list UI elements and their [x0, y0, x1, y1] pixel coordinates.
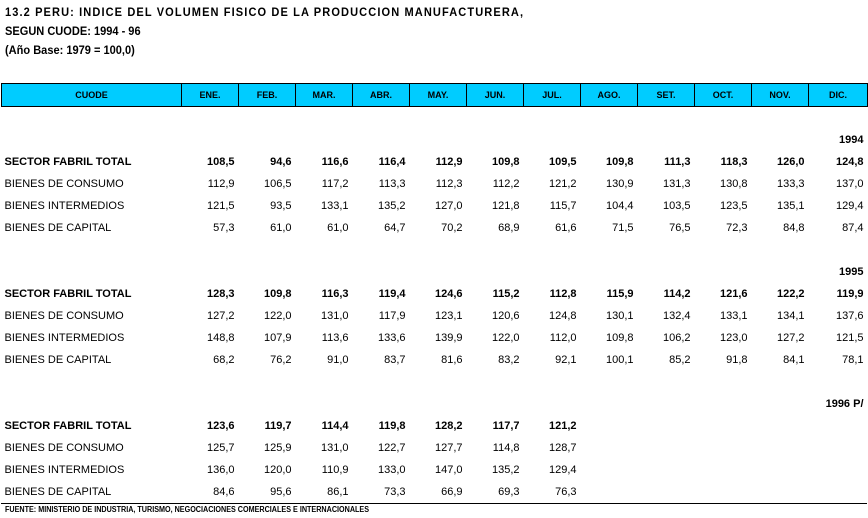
column-header-cuode: CUODE	[2, 84, 182, 107]
source-footnote: FUENTE: MINISTERIO DE INDUSTRIA, TURISMO, NEGOCIACIONES COMERCIALES E INTERNACIONALES	[5, 505, 370, 514]
value-cell: 129,4	[548, 464, 577, 476]
value-cell: 84,1	[783, 354, 805, 366]
column-header-month: MAR.	[296, 84, 353, 107]
value-cell: 137,0	[835, 178, 864, 190]
value-cell: 119,9	[836, 288, 864, 300]
value-cell: 114,2	[663, 288, 691, 300]
value-cell: 115,2	[492, 288, 520, 300]
value-cell: 132,4	[662, 310, 691, 322]
year-label: 1996 P/	[825, 398, 864, 410]
row-label: BIENES DE CONSUMO	[4, 442, 124, 454]
data-table	[1, 83, 868, 503]
value-cell: 72,3	[726, 222, 748, 234]
value-cell: 108,5	[206, 156, 235, 168]
value-cell: 103,5	[662, 200, 691, 212]
value-cell	[695, 481, 752, 503]
table-row	[2, 151, 868, 173]
value-cell: 130,1	[605, 310, 634, 322]
value-cell: 121,6	[719, 288, 748, 300]
value-cell: 109,8	[491, 156, 520, 168]
value-cell	[752, 459, 809, 481]
table-row	[2, 283, 868, 305]
value-cell: 135,2	[491, 464, 520, 476]
value-cell: 117,7	[492, 420, 520, 432]
column-header-month: MAY.	[410, 84, 467, 107]
value-cell: 116,4	[378, 156, 406, 168]
value-cell: 122,7	[377, 442, 406, 454]
value-cell: 130,9	[605, 178, 634, 190]
value-cell: 122,0	[491, 332, 520, 344]
value-cell: 129,4	[835, 200, 864, 212]
year-label: 1994	[839, 134, 864, 146]
value-cell	[638, 459, 695, 481]
value-cell: 119,4	[378, 288, 406, 300]
value-cell: 109,8	[605, 332, 634, 344]
value-cell	[581, 459, 638, 481]
value-cell: 126,0	[776, 156, 805, 168]
value-cell: 133,3	[776, 178, 805, 190]
value-cell	[752, 415, 809, 437]
value-cell: 135,1	[776, 200, 805, 212]
value-cell: 135,2	[377, 200, 406, 212]
value-cell: 134,1	[776, 310, 805, 322]
value-cell: 109,5	[548, 156, 577, 168]
table-row	[2, 349, 868, 371]
value-cell: 121,8	[491, 200, 520, 212]
table-row	[2, 437, 868, 459]
value-cell: 127,0	[434, 200, 463, 212]
column-header-month: AGO.	[581, 84, 638, 107]
row-label: BIENES INTERMEDIOS	[4, 464, 125, 476]
value-cell: 109,8	[605, 156, 634, 168]
value-cell: 115,9	[606, 288, 634, 300]
value-cell: 128,3	[206, 288, 235, 300]
column-header-month: JUL.	[524, 84, 581, 107]
value-cell: 123,6	[206, 420, 235, 432]
value-cell: 94,6	[270, 156, 292, 168]
value-cell: 114,4	[321, 420, 349, 432]
value-cell: 120,6	[491, 310, 520, 322]
column-header-month: NOV.	[752, 84, 809, 107]
table-row	[2, 415, 868, 437]
value-cell: 57,3	[213, 222, 235, 234]
column-header-month: JUN.	[467, 84, 524, 107]
value-cell	[581, 415, 638, 437]
value-cell: 133,1	[719, 310, 748, 322]
row-label: BIENES DE CONSUMO	[4, 310, 124, 322]
value-cell: 78,1	[842, 354, 864, 366]
table-body	[2, 107, 868, 504]
value-cell: 133,1	[320, 200, 349, 212]
value-cell: 100,1	[605, 354, 634, 366]
value-cell: 117,2	[321, 178, 349, 190]
value-cell: 136,0	[206, 464, 235, 476]
row-label: BIENES INTERMEDIOS	[4, 332, 125, 344]
value-cell: 112,2	[492, 178, 520, 190]
value-cell: 116,3	[321, 288, 349, 300]
column-header-month: SET.	[638, 84, 695, 107]
value-cell: 73,3	[384, 486, 406, 498]
value-cell: 124,6	[434, 288, 463, 300]
column-header-month: DIC.	[809, 84, 868, 107]
value-cell: 148,8	[206, 332, 235, 344]
row-label: BIENES DE CAPITAL	[4, 354, 112, 366]
value-cell: 84,6	[213, 486, 235, 498]
value-cell: 119,7	[264, 420, 292, 432]
value-cell	[581, 437, 638, 459]
value-cell	[638, 481, 695, 503]
table-row	[2, 173, 868, 195]
value-cell: 64,7	[384, 222, 406, 234]
header-row	[2, 84, 868, 107]
value-cell: 128,7	[548, 442, 577, 454]
value-cell: 121,5	[206, 200, 235, 212]
value-cell: 113,3	[378, 178, 406, 190]
row-label: SECTOR FABRIL TOTAL	[4, 420, 132, 432]
value-cell: 111,3	[664, 156, 691, 168]
table-title: 13.2 PERU: INDICE DEL VOLUMEN FISICO DE LA PRODUCCION MANUFACTURERA,	[5, 5, 525, 19]
value-cell: 76,3	[555, 486, 577, 498]
value-cell	[695, 459, 752, 481]
value-cell: 91,0	[327, 354, 349, 366]
footer-divider	[1, 503, 867, 504]
value-cell: 68,9	[498, 222, 520, 234]
row-label: BIENES DE CAPITAL	[4, 486, 112, 498]
value-cell: 61,6	[555, 222, 577, 234]
row-label: BIENES DE CONSUMO	[4, 178, 124, 190]
value-cell: 87,4	[842, 222, 864, 234]
year-row	[2, 129, 868, 151]
value-cell	[809, 415, 868, 437]
value-cell: 76,5	[669, 222, 691, 234]
value-cell: 61,0	[327, 222, 349, 234]
value-cell: 125,7	[206, 442, 235, 454]
value-cell: 107,9	[263, 332, 292, 344]
value-cell: 131,3	[662, 178, 691, 190]
year-label: 1995	[839, 266, 864, 278]
value-cell: 104,4	[605, 200, 634, 212]
base-year-note: (Año Base: 1979 = 100,0)	[5, 43, 135, 57]
value-cell: 133,0	[377, 464, 406, 476]
value-cell: 127,7	[434, 442, 463, 454]
value-cell: 83,2	[498, 354, 520, 366]
value-cell: 109,8	[263, 288, 292, 300]
value-cell: 114,8	[492, 442, 520, 454]
spacer-cell	[2, 239, 868, 261]
value-cell: 112,9	[435, 156, 463, 168]
value-cell: 124,8	[548, 310, 577, 322]
value-cell: 127,2	[206, 310, 235, 322]
value-cell: 112,8	[549, 288, 577, 300]
value-cell: 120,0	[263, 464, 292, 476]
column-header-month: ENE.	[182, 84, 239, 107]
spacer-cell	[2, 371, 868, 393]
value-cell: 119,8	[378, 420, 406, 432]
table-subtitle: SEGUN CUODE: 1994 - 96	[5, 24, 141, 38]
value-cell: 61,0	[270, 222, 292, 234]
value-cell: 125,9	[263, 442, 292, 454]
value-cell: 121,2	[548, 178, 577, 190]
value-cell	[581, 481, 638, 503]
value-cell	[695, 415, 752, 437]
value-cell: 130,8	[719, 178, 748, 190]
value-cell	[638, 415, 695, 437]
table-row	[2, 459, 868, 481]
value-cell: 123,0	[719, 332, 748, 344]
table-row	[2, 305, 868, 327]
value-cell: 69,3	[498, 486, 520, 498]
table-row	[2, 327, 868, 349]
year-row	[2, 261, 868, 283]
value-cell: 70,2	[441, 222, 463, 234]
column-header-month: OCT.	[695, 84, 752, 107]
value-cell: 147,0	[434, 464, 463, 476]
column-header-month: FEB.	[239, 84, 296, 107]
value-cell: 128,2	[434, 420, 463, 432]
value-cell	[695, 437, 752, 459]
spacer-row	[2, 371, 868, 393]
value-cell: 118,3	[720, 156, 748, 168]
value-cell: 124,8	[835, 156, 864, 168]
row-label: BIENES INTERMEDIOS	[4, 200, 125, 212]
value-cell: 66,9	[441, 486, 463, 498]
year-row	[2, 393, 868, 415]
value-cell: 116,6	[321, 156, 349, 168]
value-cell: 93,5	[270, 200, 292, 212]
spacer-row	[2, 239, 868, 261]
value-cell: 76,2	[270, 354, 292, 366]
value-cell: 85,2	[669, 354, 691, 366]
value-cell	[809, 481, 868, 503]
value-cell: 123,5	[719, 200, 748, 212]
value-cell: 133,6	[377, 332, 406, 344]
spacer-cell	[2, 107, 868, 130]
value-cell: 123,1	[434, 310, 463, 322]
column-header-month: ABR.	[353, 84, 410, 107]
value-cell: 131,0	[320, 442, 349, 454]
table-row	[2, 217, 868, 239]
row-label: SECTOR FABRIL TOTAL	[4, 288, 132, 300]
value-cell: 137,6	[835, 310, 864, 322]
row-label: SECTOR FABRIL TOTAL	[4, 156, 132, 168]
value-cell: 71,5	[612, 222, 634, 234]
row-label: BIENES DE CAPITAL	[4, 222, 112, 234]
value-cell	[752, 437, 809, 459]
value-cell: 91,8	[726, 354, 748, 366]
value-cell: 122,2	[776, 288, 805, 300]
value-cell	[809, 459, 868, 481]
value-cell	[638, 437, 695, 459]
value-cell: 127,2	[776, 332, 805, 344]
value-cell: 83,7	[384, 354, 406, 366]
value-cell	[752, 481, 809, 503]
value-cell: 115,7	[549, 200, 577, 212]
value-cell: 113,6	[321, 332, 349, 344]
value-cell: 68,2	[213, 354, 235, 366]
value-cell: 84,8	[783, 222, 805, 234]
value-cell: 106,2	[662, 332, 691, 344]
value-cell: 86,1	[327, 486, 349, 498]
value-cell: 81,6	[441, 354, 463, 366]
value-cell	[809, 437, 868, 459]
table-row	[2, 195, 868, 217]
value-cell: 139,9	[434, 332, 463, 344]
value-cell: 112,3	[435, 178, 463, 190]
value-cell: 121,5	[835, 332, 864, 344]
value-cell: 95,6	[270, 486, 292, 498]
value-cell: 122,0	[263, 310, 292, 322]
value-cell: 121,2	[548, 420, 577, 432]
value-cell: 112,9	[207, 178, 235, 190]
value-cell: 112,0	[549, 332, 577, 344]
value-cell: 106,5	[263, 178, 292, 190]
value-cell: 117,9	[378, 310, 406, 322]
table-row	[2, 481, 868, 503]
value-cell: 92,1	[555, 354, 577, 366]
value-cell: 131,0	[320, 310, 349, 322]
spacer-row	[2, 107, 868, 130]
title-block	[5, 3, 569, 60]
value-cell: 110,9	[321, 464, 349, 476]
